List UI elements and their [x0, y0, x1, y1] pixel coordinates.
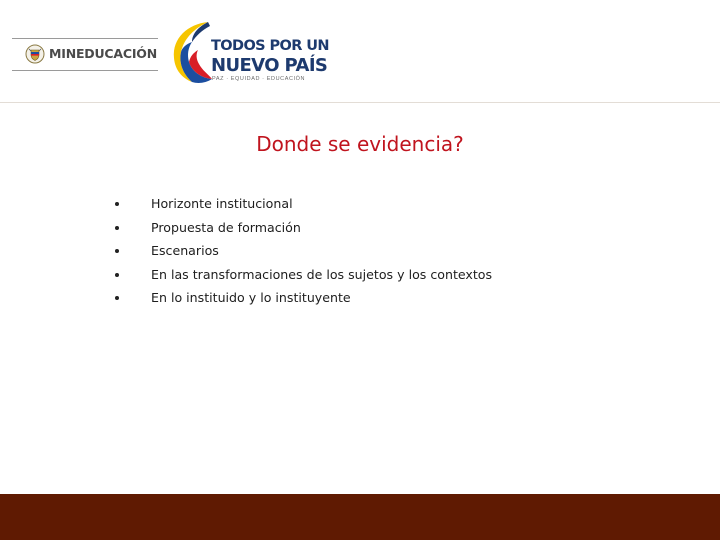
bullet-text: Escenarios — [151, 243, 219, 258]
bullet-icon — [115, 202, 119, 206]
logo-divider-top — [12, 38, 158, 39]
bullet-text: En las transformaciones de los sujetos y los contextos — [151, 266, 493, 282]
header-divider — [0, 102, 720, 103]
bullet-text: En lo instituido y lo instituyente — [151, 290, 351, 305]
campaign-tagline: PAZ · EQUIDAD · EDUCACIÓN — [212, 76, 306, 82]
logo-divider-bottom — [12, 70, 158, 71]
bullet-text: Propuesta de formación — [151, 219, 301, 235]
slide-title: Donde se evidencia? — [256, 132, 464, 156]
slide-header — [0, 0, 720, 104]
bullet-icon — [115, 296, 119, 300]
footer-bar — [0, 494, 720, 540]
bullet-icon — [115, 226, 119, 230]
mineducacion-logo — [12, 38, 158, 71]
todos-por-un-nuevo-pais-logo — [168, 18, 329, 88]
bullet-text: Horizonte institucional — [151, 196, 293, 211]
campaign-line-2: NUEVO PAÍS — [211, 55, 328, 76]
bullet-icon — [115, 249, 119, 253]
colombia-coat-of-arms-icon — [25, 44, 45, 64]
ministry-name: MINEDUCACIÓN — [49, 46, 157, 61]
campaign-line-1: TODOS POR UN — [211, 38, 329, 54]
tricolor-c-mark-icon — [168, 18, 214, 84]
bullet-icon — [115, 273, 119, 277]
